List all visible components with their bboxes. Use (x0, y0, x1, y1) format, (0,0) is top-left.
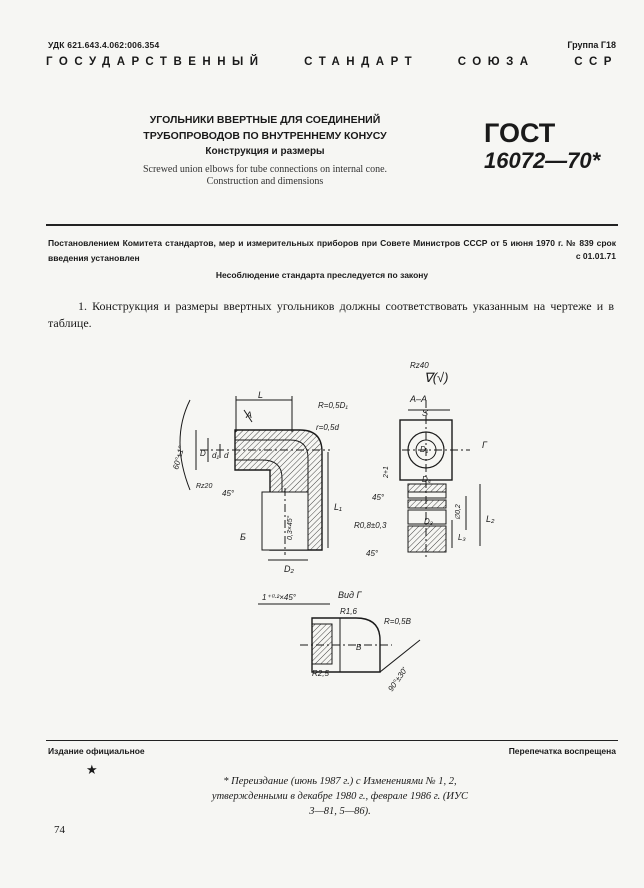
roughness-label: Rz40 (410, 361, 429, 370)
radius-R16: R1,6 (340, 607, 357, 616)
section-label: А–А (410, 394, 428, 404)
banner-word: ГОСУДАРСТВЕННЫЙ (46, 56, 265, 68)
english-title-line: Screwed union elbows for tube connections on internal cone. (142, 164, 388, 175)
radius-R05B: R=0,5В (384, 617, 411, 626)
angle-90: 90°±30' (386, 665, 410, 694)
radius-R08: R0,8±0,3 (354, 521, 387, 530)
banner-word: СТАНДАРТ (304, 56, 419, 68)
dim-L2: L₂ (486, 514, 495, 524)
radius-R25: R2,5 (312, 669, 329, 678)
section-mark-A: A (246, 410, 253, 420)
banner-word: СОЮЗА (457, 56, 535, 68)
roughness-20: Rz20 (196, 483, 213, 490)
dim-d: d (224, 451, 229, 460)
dim-D3: D₃ (424, 517, 433, 526)
angle-45b: 45° (372, 493, 385, 502)
group-code: Группа Г18 (567, 40, 616, 50)
tolerance-02: ∅0,2 (455, 504, 462, 520)
effective-date: с 01.01.71 (575, 251, 616, 261)
mark-B: Б (240, 532, 246, 542)
chamfer-2: 1⁺⁰·²×45° (262, 593, 296, 602)
dim-L3: L₃ (458, 533, 466, 542)
title-line: ТРУБОПРОВОДОВ ПО ВНУТРЕННЕМУ КОНУСУ (143, 130, 387, 142)
reprint-note: * Переиздание (июнь 1987 г.) с Изменениями № 1, 2, утвержденными в декабре 1980 г., феврале 1986 г. (ИУС 3—81, 5—86). (211, 776, 469, 817)
banner-word: ССР (574, 56, 618, 68)
document-subtitle: Конструкция и размеры (205, 146, 325, 157)
angle-45c: 45° (366, 549, 379, 558)
page-number: 74 (54, 824, 65, 836)
dim-L: L (258, 390, 264, 400)
gost-label: ГОСТ (484, 118, 556, 148)
dim-S: S (422, 408, 429, 418)
dim-L1: L₁ (334, 502, 342, 512)
chamfer: 0,3×45° (287, 515, 294, 540)
gost-number: 16072—70* (484, 148, 601, 173)
udk-code: УДК 621.643.4.062:006.354 (48, 40, 160, 50)
decree-text: Постановлением Комитета стандартов, мер и измерительных приборов при Совете Министров СССР от 5 июня 1970 г. № 839 срок введения установлен (48, 238, 616, 263)
view-mark-G: Г (482, 440, 487, 450)
dim-D2: D₂ (284, 564, 294, 574)
star-icon: ★ (86, 762, 98, 777)
no-reprint: Перепечатка воспрещена (508, 746, 616, 756)
view-label-G: Вид Г (338, 590, 362, 600)
title-line: УГОЛЬНИКИ ВВЕРТНЫЕ ДЛЯ СОЕДИНЕНИЙ (149, 114, 381, 126)
english-title-line: Construction and dimensions (206, 176, 324, 187)
paragraph-1: 1. Конструкция и размеры ввертных угольников должны соответствовать указанным на чертеже и в таблице. (48, 299, 614, 330)
footer-divider (46, 740, 618, 741)
view-g-detail (258, 604, 420, 672)
dim-D4: D₄ (422, 475, 431, 484)
dim-d1: d₁ (212, 451, 219, 460)
angle-45: 45° (222, 489, 235, 498)
dim-D: D (200, 449, 206, 458)
elbow-main-view (180, 396, 330, 560)
official-edition: Издание официальное (48, 746, 145, 756)
roughness-symbol: ∇(√) (424, 370, 449, 385)
dim-D1: D₁ (420, 445, 429, 454)
radius-R05D1: R=0,5D₁ (318, 401, 348, 410)
angle-60: 60°±1° (171, 444, 187, 471)
dim-B: В (356, 643, 362, 652)
section-a-a-view (400, 400, 480, 560)
dim-2plus1: 2+1 (383, 466, 390, 478)
radius-r05d: r=0,5d (316, 423, 339, 432)
noncompliance-notice: Несоблюдение стандарта преследуется по закону (215, 270, 429, 280)
